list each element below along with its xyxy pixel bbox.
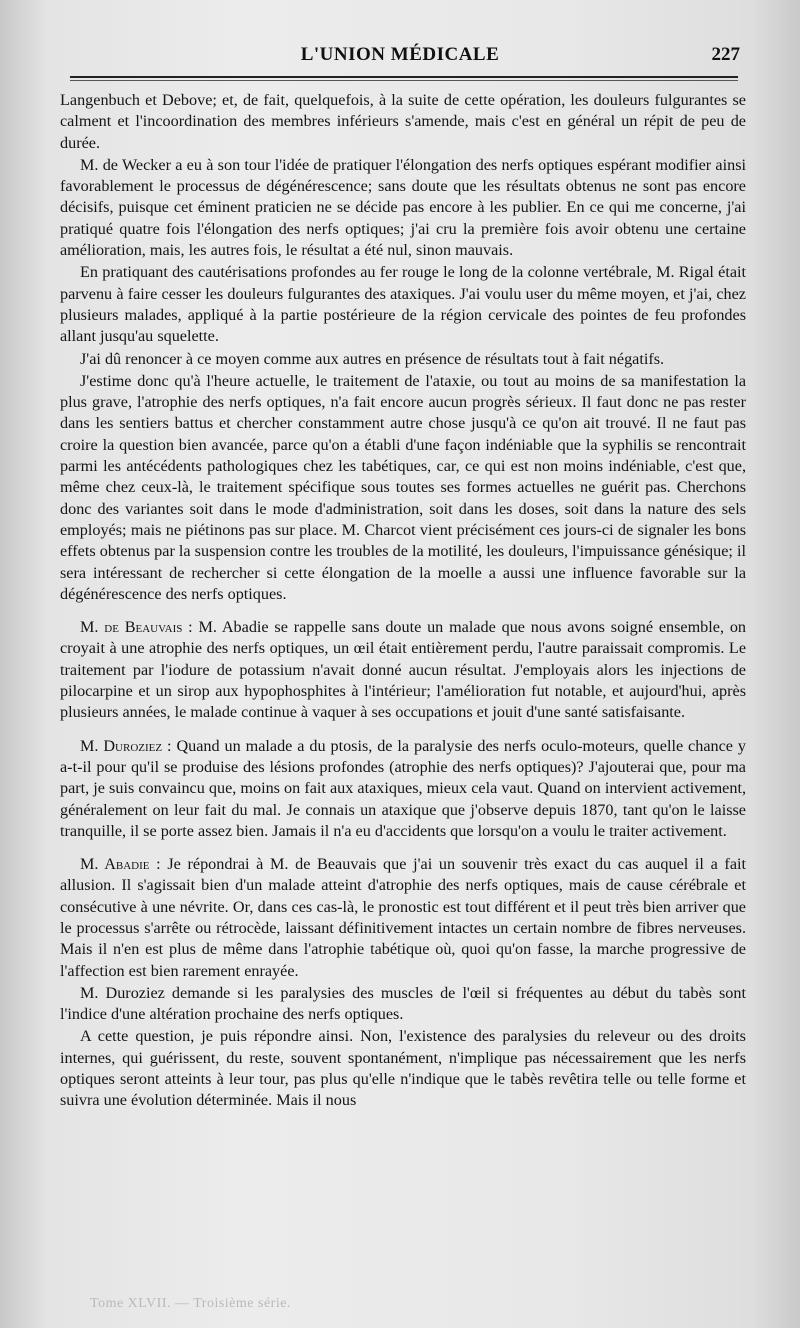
header-rule	[70, 76, 738, 78]
paragraph: Langenbuch et Debove; et, de fait, quelquefois, à la suite de cette opération, les douleurs fulgurantes se calment et l'incoordination des membres inférieurs s'amende, mais c'est en général un répit de peu de durée.	[60, 91, 746, 152]
paragraph: J'ai dû renoncer à ce moyen comme aux autres en présence de résultats tout à fait négatifs.	[80, 349, 665, 368]
page-footer: Tome XLVII. — Troisième série.	[90, 1296, 291, 1311]
paragraph: M. de Wecker a eu à son tour l'idée de pratiquer l'élongation des nerfs optiques espérant modifier ainsi favorablement le processus de dégénérescence; sans doute que les résultats obtenus ne sont pas encore décisifs, puisque cet éminent praticien ne se décide pas encore à les publier. En ce qui me concerne, j'ai pratiqué quatre fois l'élongation des nerfs optiques; j'ai cru la première fois avoir obtenu une certaine amélioration, mais, les autres fois, le résultat a été nul, sinon mauvais.	[60, 155, 746, 260]
running-title: L'UNION MÉDICALE	[300, 44, 500, 65]
speaker-name: M. Duroziez :	[80, 736, 172, 755]
paragraph: A cette question, je puis répondre ainsi. Non, l'existence des paralysies du releveur ou des droits internes, qui guérissent, du reste, souvent spontanément, n'implique pas nécessairement que les nerfs optiques seront atteints à leur tour, pas plus qu'elle n'indique que le tabès revêtira telle ou telle forme et suivra une évolution déterminée. Mais il nous	[60, 1027, 746, 1110]
paragraph: En pratiquant des cautérisations profondes au fer rouge le long de la colonne vertébrale, M. Rigal était parvenu à faire cesser les douleurs fulgurantes des ataxiques. J'ai voulu user du même moyen, et j'ai, chez plusieurs malades, appliqué à la partie postérieure de la région cervicale des pointes de feu profondes allant jusqu'au squelette.	[60, 263, 746, 346]
body-text	[60, 90, 746, 1113]
paragraph-text: M. Abadie se rappelle sans doute un malade que nous avons soigné ensemble, on croyait à une atrophie des nerfs optiques, un œil était entièrement perdu, l'autre paraissait compromis. Le traitement par l'iodure de potassium n'avait donné aucun résultat. J'employais alors les injections de pilocarpine et un sirop aux hypophosphites à l'intérieur; l'amélioration fut notable, et aujourd'hui, après plusieurs années, le malade continue à vaquer à ses occupations et jouit d'une santé satisfaisante.	[60, 618, 747, 722]
paragraph-text: Je répondrai à M. de Beauvais que j'ai un souvenir très exact du cas auquel il a fait allusion. Il s'agissait bien d'un malade atteint d'atrophie des nerfs optiques, mais de cause cérébrale et consécutive à une névrite. Or, dans ces cas-là, le pronostic est tout différent et il peut très bien arriver que le processus s'arrête ou rétrocède, laissant définitivement intactes un certain nombre de fibres nerveuses. Mais il n'en est plus de même dans l'atrophie tabétique où, quoi qu'on fasse, la marche progressive de l'affection est bien rarement enrayée.	[60, 855, 747, 980]
paragraph: J'estime donc qu'à l'heure actuelle, le traitement de l'ataxie, ou tout au moins de sa manifestation la plus grave, l'atrophie des nerfs optiques, n'a fait encore aucun progrès sérieux. Il faut donc ne pas rester dans les sentiers battus et chercher constamment autre chose jusqu'à ce qu'on ait trouvé. Il ne faut pas croire la question bien avancée, parce qu'on a établi d'une façon indéniable que la syphilis se rencontrait parmi les antécédents pathologiques chez les tabétiques, car, ce qui est non moins indéniable, c'est que, même chez ceux-là, le traitement spécifique sous toutes ses formes actuelles ne guérit pas. Cherchons donc des variantes soit dans le mode d'administration, soit dans les doses, soit dans la nature des sels employés; mais ne piétinons pas sur place. M. Charcot vient précisément ces jours-ci de signaler les bons effets obtenus par la suspension contre les troubles de la motilité, les douleurs, l'impuissance génésique; il sera intéressant de rechercher si cette élongation de la moelle a aussi une influence favorable sur la dégénérescence des nerfs optiques.	[60, 371, 746, 603]
page-number: 227	[711, 44, 740, 65]
header-rule-thin	[70, 80, 738, 81]
paragraph	[60, 736, 746, 842]
paragraph	[60, 617, 746, 723]
speaker-name: M. Abadie :	[80, 855, 161, 874]
page-header	[60, 44, 740, 74]
paragraph	[60, 854, 746, 982]
paragraph-text: Quand un malade a du ptosis, de la paralysie des nerfs oculo-moteurs, quelle chance y a-t-il pour qu'il se produise des lésions profondes (atrophie des nerfs optiques)? J'ajouterai que, pour ma part, je suis convaincu que, moins on fait aux ataxiques, mieux cela vaut. Quand on intervient activement, généralement on leur fait du mal. Je connais un ataxique que j'observe depuis 1870, tant qu'on le laisse tranquille, il se porte assez bien. Jamais il n'a eu d'accidents que lorsqu'on a voulu le traiter activement.	[60, 736, 746, 840]
speaker-name: M. de Beauvais :	[80, 618, 193, 637]
paragraph: M. Duroziez demande si les paralysies des muscles de l'œil si fréquentes au début du tabès sont l'indice d'une altération prochaine des nerfs optiques.	[60, 983, 746, 1024]
